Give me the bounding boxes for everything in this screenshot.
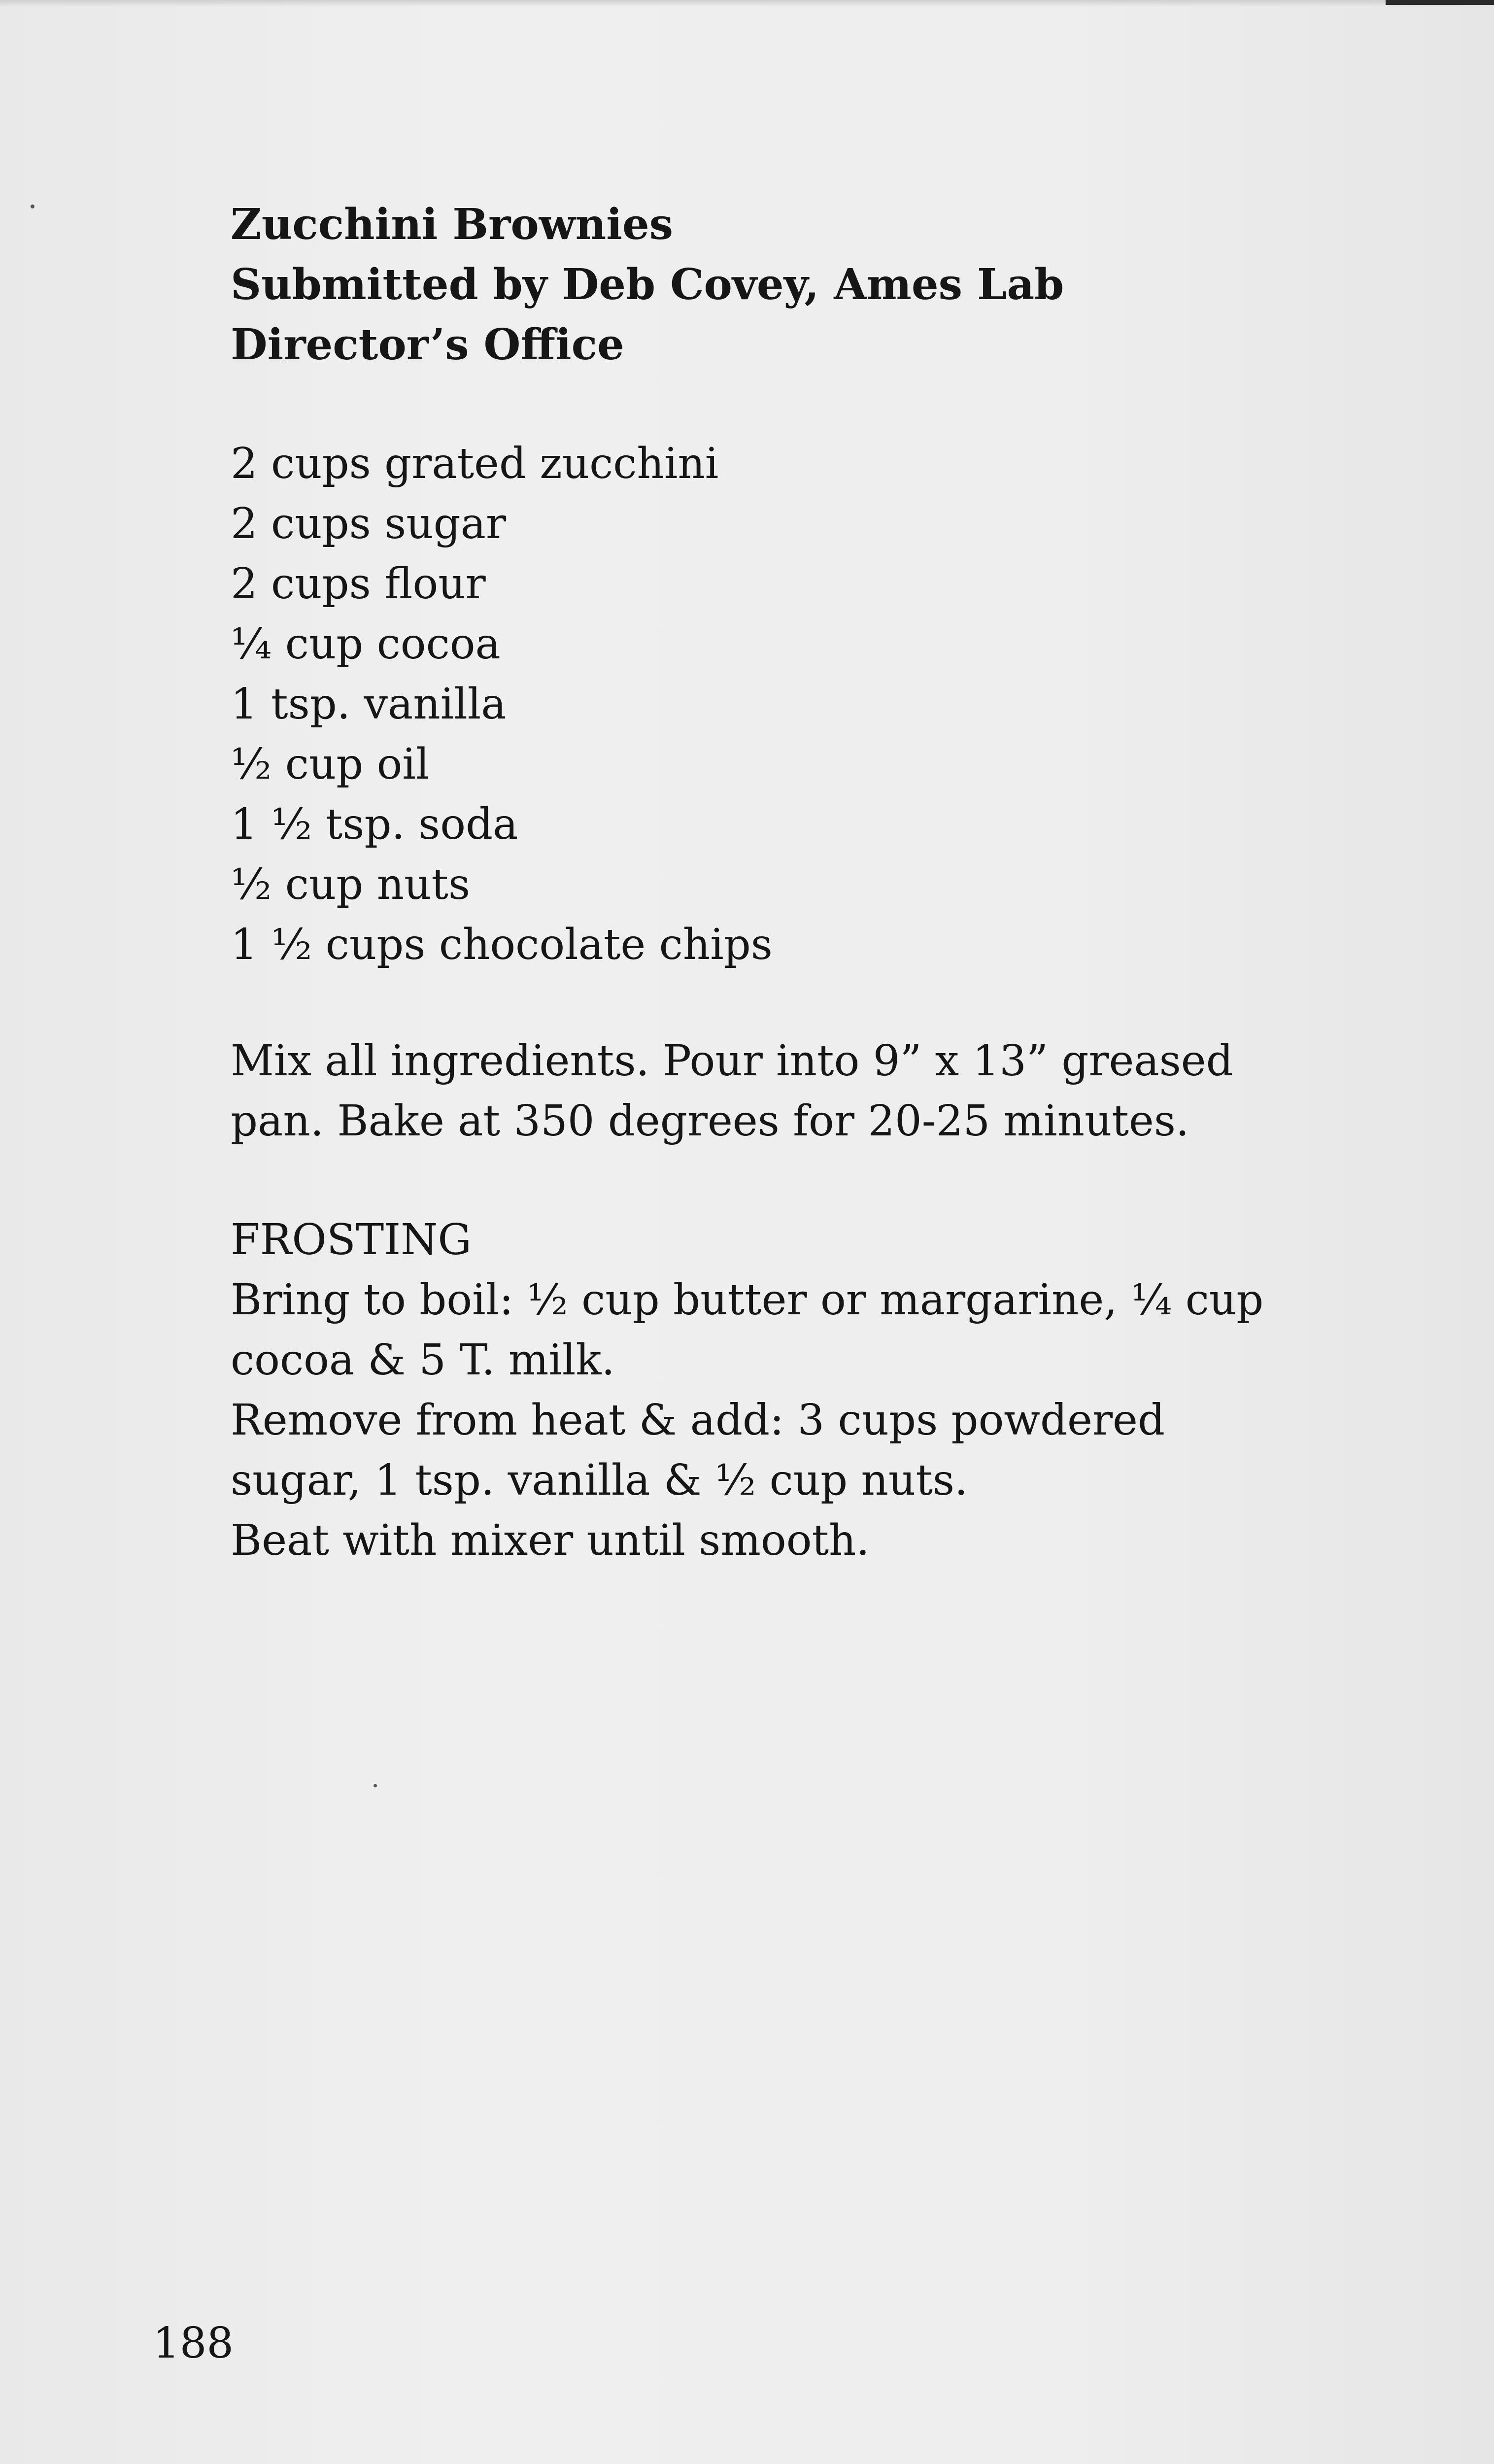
instruction-line: pan. Bake at 350 degrees for 20-25 minutes. <box>231 1096 1189 1146</box>
ingredient-item: ¼ cup cocoa <box>231 619 501 669</box>
frosting-section <box>231 1210 1364 1571</box>
ingredient-list <box>231 434 1364 975</box>
ingredient-item: 1 tsp. vanilla <box>231 680 507 729</box>
frosting-line: Remove from heat & add: 3 cups powdered <box>231 1396 1165 1445</box>
scan-speck <box>31 205 34 208</box>
ingredient-item: 2 cups sugar <box>231 499 507 548</box>
instruction-line: Mix all ingredients. Pour into 9” x 13” greased <box>231 1036 1233 1086</box>
frosting-line: Beat with mixer until smooth. <box>231 1516 870 1565</box>
frosting-heading: FROSTING <box>231 1215 472 1265</box>
recipe-title: Zucchini Brownies <box>231 200 674 249</box>
recipe-title-block <box>231 195 1364 375</box>
ingredient-item: 1 ½ cups chocolate chips <box>231 920 773 969</box>
ingredient-item: ½ cup oil <box>231 740 430 789</box>
page-corner-shadow <box>1386 0 1494 5</box>
recipe-submitter-office: Director’s Office <box>231 320 624 370</box>
ingredient-item: 2 cups flour <box>231 559 486 609</box>
scan-speck <box>374 1784 377 1787</box>
frosting-line: sugar, 1 tsp. vanilla & ½ cup nuts. <box>231 1456 968 1505</box>
frosting-line: cocoa & 5 T. milk. <box>231 1335 615 1385</box>
recipe-instructions <box>231 1031 1364 1151</box>
frosting-line: Bring to boil: ½ cup butter or margarine, ¼ cup <box>231 1275 1264 1325</box>
page-top-shadow <box>0 0 1494 7</box>
recipe-submitter: Submitted by Deb Covey, Ames Lab <box>231 260 1064 309</box>
ingredient-item: 2 cups grated zucchini <box>231 439 719 488</box>
page-number: 188 <box>153 2319 234 2368</box>
ingredient-item: 1 ½ tsp. soda <box>231 800 518 849</box>
ingredient-item: ½ cup nuts <box>231 860 471 909</box>
